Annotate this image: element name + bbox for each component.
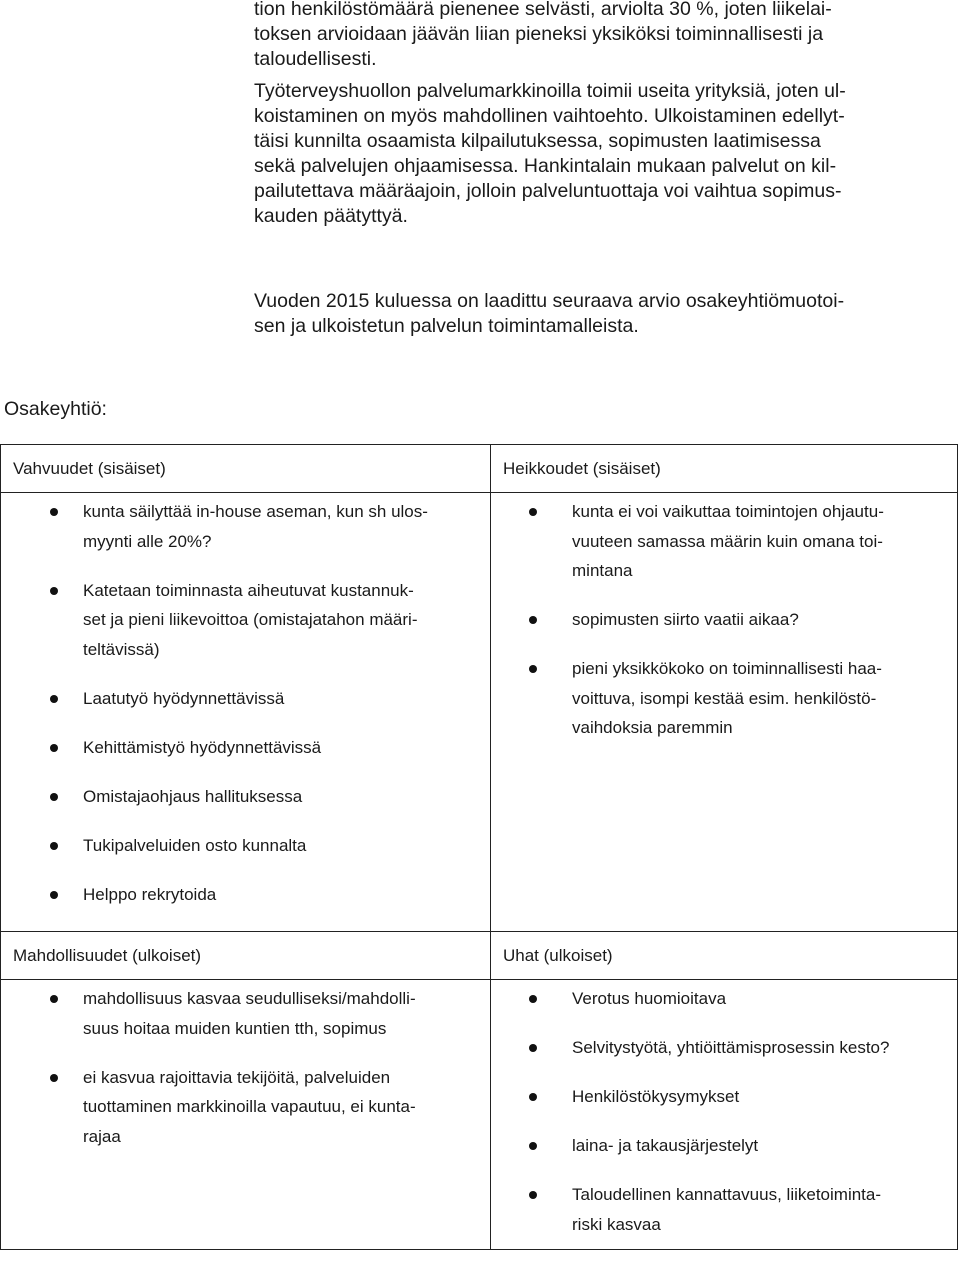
text-line: set ja pieni liikevoittoa (omistajatahon määri- — [83, 610, 418, 629]
weaknesses-header-cell — [491, 445, 958, 493]
list-item — [491, 1033, 957, 1063]
section-title: Osakeyhtiö: — [4, 398, 107, 420]
bullet-icon — [50, 842, 58, 850]
text-line: myynti alle 20%? — [83, 531, 212, 551]
text-line: kunta ei voi vaikuttaa toimintojen ohjautu- — [572, 502, 884, 521]
bullet-icon — [529, 1044, 537, 1052]
text-line: Taloudellinen kannattavuus, liiketoiminta- — [572, 1185, 882, 1204]
strengths-header: Vahvuudet (sisäiset) — [13, 459, 166, 478]
bullet-icon — [529, 616, 537, 624]
text-line: vuuteen samassa määrin kuin omana toi- — [572, 531, 883, 551]
text-line: sen ja ulkoistetun palvelun toimintamalleista. — [254, 315, 639, 337]
strengths-header-cell — [1, 445, 491, 493]
strengths-list — [1, 497, 490, 909]
bullet-icon — [529, 1142, 537, 1150]
list-item — [1, 1063, 490, 1152]
opportunities-header: Mahdollisuudet (ulkoiset) — [13, 946, 202, 965]
text-line: sekä palvelujen ohjaamisessa. Hankintalain mukaan palvelut on kil- — [254, 155, 837, 177]
list-item — [491, 1131, 957, 1161]
text-line: vaihdoksia paremmin — [572, 718, 733, 737]
text-line: mintana — [572, 561, 633, 580]
bullet-icon — [50, 1074, 58, 1082]
text-line: taloudellisesti. — [254, 48, 377, 70]
text-line: Selvitystyötä, yhtiöittämisprosessin kesto? — [572, 1038, 890, 1057]
text-line: kauden päätyttyä. — [254, 205, 408, 227]
bullet-icon — [50, 744, 58, 752]
bullet-icon — [50, 995, 58, 1003]
text-line: tion henkilöstömäärä pienenee selvästi, arviolta 30 %, joten liikelai- — [254, 0, 832, 20]
text-line: riski kasvaa — [572, 1214, 661, 1234]
weaknesses-cell — [491, 493, 958, 932]
bullet-icon — [529, 1191, 537, 1199]
opportunities-cell — [1, 980, 491, 1250]
text-line: voittuva, isompi kestää esim. henkilöstö- — [572, 688, 877, 708]
text-line: teltävissä) — [83, 639, 160, 659]
text-line: Kehittämistyö hyödynnettävissä — [83, 737, 322, 757]
list-item — [491, 1082, 957, 1112]
list-item — [491, 497, 957, 586]
bullet-icon — [50, 793, 58, 801]
list-item — [1, 831, 490, 861]
list-item — [1, 782, 490, 812]
text-line: sopimusten siirto vaatii aikaa? — [572, 610, 799, 629]
list-item — [1, 684, 490, 714]
text-line: ei kasvua rajoittavia tekijöitä, palveluiden — [83, 1067, 391, 1087]
bullet-icon — [50, 891, 58, 899]
opportunities-header-cell — [1, 932, 491, 980]
list-item — [491, 984, 957, 1014]
strengths-cell — [1, 493, 491, 932]
weaknesses-header: Heikkoudet (sisäiset) — [503, 459, 661, 478]
text-line: Katetaan toiminnasta aiheutuvat kustannuk- — [83, 580, 414, 600]
list-item — [491, 1180, 957, 1239]
text-line: pailutettava määräajoin, jolloin palveluntuottaja voi vaihtua sopimus- — [254, 180, 842, 202]
list-item — [491, 654, 957, 743]
text-line: mahdollisuus kasvaa seudulliseksi/mahdolli- — [83, 989, 416, 1008]
text-line: kunta säilyttää in-house aseman, kun sh ulos- — [83, 502, 428, 521]
list-item — [1, 733, 490, 763]
list-item — [1, 880, 490, 910]
text-line: koistaminen on myös mahdollinen vaihtoehto. Ulkoistaminen edellyt- — [254, 105, 845, 127]
text-line: Verotus huomioitava — [572, 989, 727, 1008]
text-line: pieni yksikkökoko on toiminnallisesti haa- — [572, 659, 882, 678]
text-line: täisi kunnilta osaamista kilpailutuksessa, sopimusten laatimisessa — [254, 130, 821, 152]
threats-header-cell — [491, 932, 958, 980]
bullet-icon — [529, 508, 537, 516]
text-line: Työterveyshuollon palvelumarkkinoilla toimii useita yrityksiä, joten ul- — [254, 80, 846, 102]
swot-table — [0, 444, 958, 1250]
paragraph-3 — [254, 289, 954, 339]
text-line: Laatutyö hyödynnettävissä — [83, 688, 285, 708]
text-line: Henkilöstökysymykset — [572, 1087, 740, 1106]
bullet-icon — [529, 995, 537, 1003]
paragraph-1 — [254, 0, 954, 72]
threats-cell — [491, 980, 958, 1250]
text-line: tuottaminen markkinoilla vapautuu, ei kunta- — [83, 1097, 416, 1116]
list-item — [1, 984, 490, 1043]
text-line: rajaa — [83, 1126, 121, 1146]
opportunities-list — [1, 984, 490, 1151]
bullet-icon — [529, 665, 537, 673]
bullet-icon — [50, 695, 58, 703]
bullet-icon — [529, 1093, 537, 1101]
text-line: toksen arvioidaan jäävän liian pieneksi yksiköksi toiminnallisesti ja — [254, 23, 824, 45]
text-line: Tukipalveluiden osto kunnalta — [83, 835, 307, 855]
threats-header: Uhat (ulkoiset) — [503, 946, 613, 965]
text-line: Helppo rekrytoida — [83, 884, 217, 904]
text-line: suus hoitaa muiden kuntien tth, sopimus — [83, 1018, 387, 1038]
threats-list — [491, 984, 957, 1239]
list-item — [1, 497, 490, 556]
text-line: Omistajaohjaus hallituksessa — [83, 786, 303, 806]
list-item — [491, 605, 957, 635]
bullet-icon — [50, 508, 58, 516]
text-line: Vuoden 2015 kuluessa on laadittu seuraava arvio osakeyhtiömuotoi- — [254, 290, 845, 312]
bullet-icon — [50, 587, 58, 595]
weaknesses-list — [491, 497, 957, 743]
text-line: laina- ja takausjärjestelyt — [572, 1136, 759, 1155]
list-item — [1, 576, 490, 665]
paragraph-2 — [254, 79, 954, 229]
